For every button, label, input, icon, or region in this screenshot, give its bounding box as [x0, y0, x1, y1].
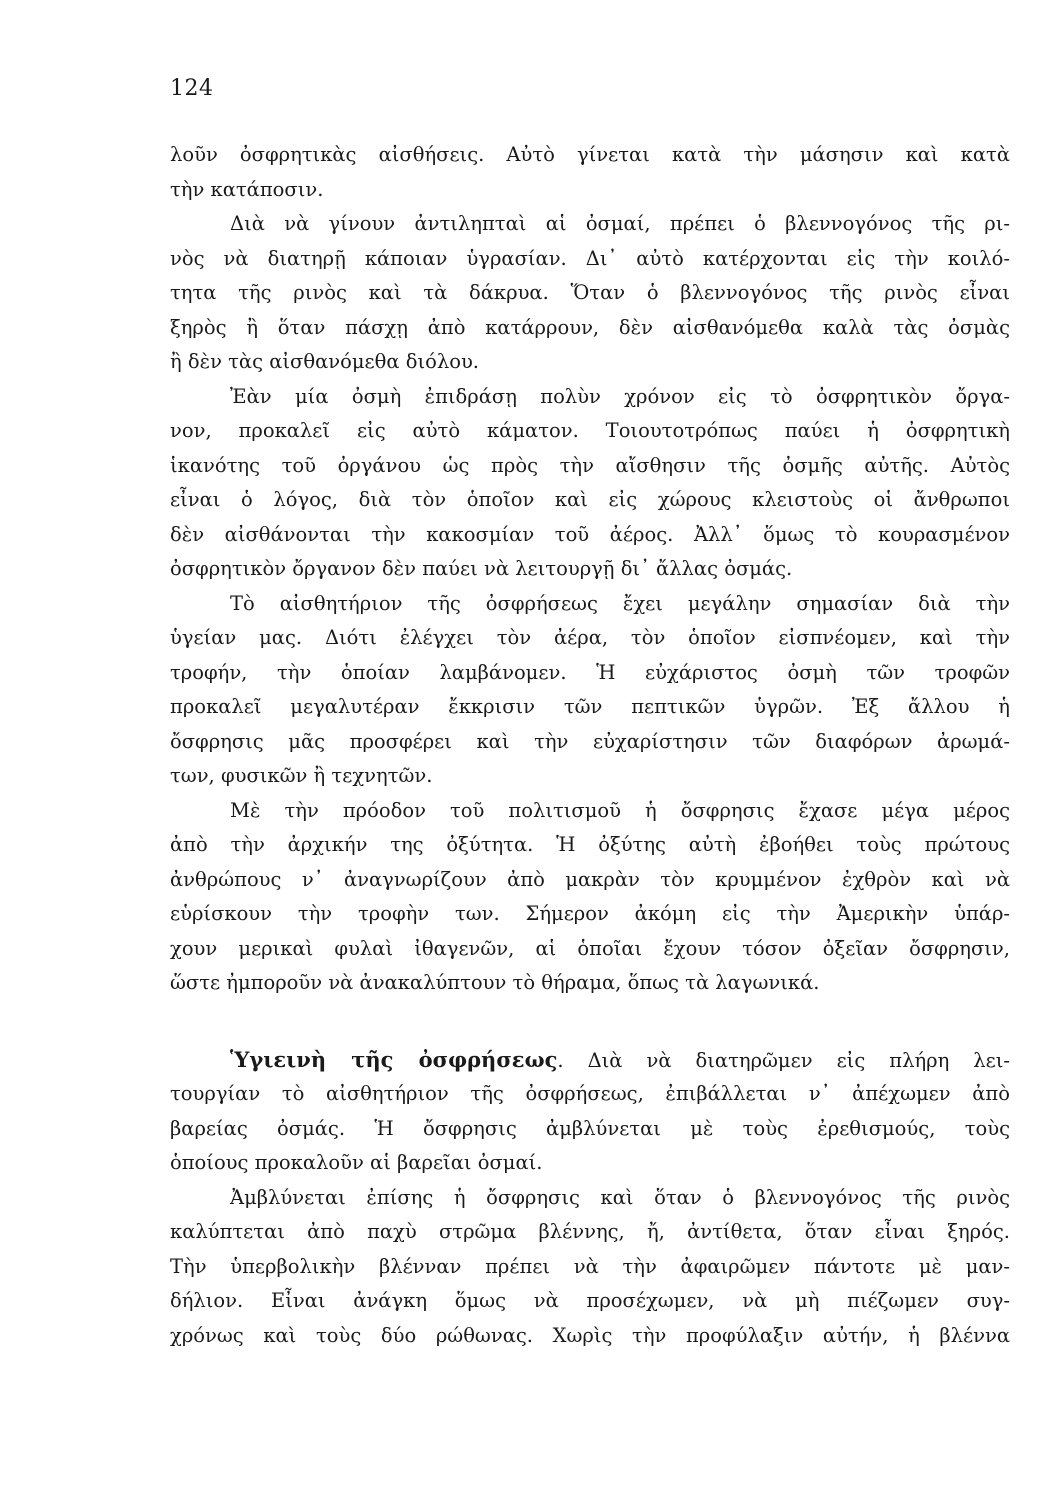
text-line: Μὲ τὴν πρόοδον τοῦ πολιτισμοῦ ἡ ὄσφρησις ἔχασε μέγα μέρος — [230, 798, 1010, 822]
text-line: χρόνως καὶ τοὺς δύο ρώθωνας. Χωρὶς τὴν προφύλαξιν αὐτήν, ἡ βλέννα — [170, 1323, 1010, 1347]
text-line: βαρείας ὀσμάς. Ἡ ὄσφρησις ἀμβλύνεται μὲ τοὺς ἐρεθισμούς, τοὺς — [170, 1116, 1010, 1140]
text-line: Διὰ νὰ γίνουν ἀντιληπταὶ αἱ ὀσμαί, πρέπει ὁ βλεννογόνος τῆς ρι- — [230, 212, 1010, 235]
text-line: χουν μερικαὶ φυλαὶ ἰθαγενῶν, αἱ ὁποῖαι ἔχουν τόσον ὀξεῖαν ὄσφρησιν, — [170, 936, 1010, 960]
text-line: εἶναι ὁ λόγος, διὰ τὸν ὁποῖον καὶ εἰς χώρους κλειστοὺς οἱ ἄνθρωποι — [170, 488, 1010, 511]
text-line: νον, προκαλεῖ εἰς αὐτὸ κάματον. Τοιουτοτρόπως παύει ἡ ὀσφρητικὴ — [170, 419, 1010, 442]
text-line: τητα τῆς ρινὸς καὶ τὰ δάκρυα. Ὅταν ὁ βλεννογόνος τῆς ρινὸς εἶναι — [170, 281, 1010, 304]
section-gap — [170, 1001, 1010, 1043]
text-line: ἀπὸ τὴν ἀρχικήν της ὀξύτητα. Ἡ ὀξύτης αὐτὴ ἐβοήθει τοὺς πρώτους — [170, 833, 1010, 856]
paragraph — [170, 1181, 1010, 1354]
text-line: ξηρὸς ἢ ὅταν πάσχῃ ἀπὸ κατάρρουν, δὲν αἰσθανόμεθα καλὰ τὰς ὀσμὰς — [170, 315, 1010, 339]
text-line: καλύπτεται ἀπὸ παχὺ στρῶμα βλέννης, ἤ, ἀντίθετα, ὅταν εἶναι ξηρός. — [170, 1220, 1010, 1243]
text-line: Ἀμβλύνεται ἐπίσης ἡ ὄσφρησις καὶ ὅταν ὁ βλεννογόνος τῆς ρινὸς — [230, 1185, 1010, 1209]
text-line: λοῦν ὀσφρητικὰς αἰσθήσεις. Αὐτὸ γίνεται κατὰ τὴν μάσησιν καὶ κατὰ — [170, 143, 1010, 166]
section-paragraphs — [170, 1077, 1010, 1353]
text-line: τροφήν, τὴν ὁποίαν λαμβάνομεν. Ἡ εὐχάριστος ὀσμὴ τῶν τροφῶν — [170, 660, 1010, 684]
text-line: ὑγείαν μας. Διότι ἐλέγχει τὸν ἀέρα, τὸν ὁποῖον εἰσπνέομεν, καὶ τὴν — [170, 626, 1010, 649]
text-line: ὀσφρητικὸν ὄργανον δὲν παύει νὰ λειτουργῇ δι᾽ ἄλλας ὀσμάς. — [170, 557, 793, 580]
text-line: Τὸ αἰσθητήριον τῆς ὀσφρήσεως ἔχει μεγάλην σημασίαν διὰ τὴν — [230, 591, 1010, 615]
paragraph — [170, 380, 1010, 587]
text-line: ἀνθρώπους ν᾽ ἀναγνωρίζουν ἀπὸ μακρὰν τὸν κρυμμένον ἐχθρὸν καὶ νὰ — [170, 867, 1010, 891]
text-line: δήλιον. Εἶναι ἀνάγκη ὅμως νὰ προσέχωμεν, νὰ μὴ πιέζωμεν συγ- — [170, 1289, 1010, 1312]
text-line: Ἐὰν μία ὀσμὴ ἐπιδράσῃ πολὺν χρόνον εἰς τὸ ὀσφρητικὸν ὄργα- — [230, 384, 1010, 408]
text-line: ὁποίους προκαλοῦν αἱ βαρεῖαι ὀσμαί. — [170, 1151, 543, 1174]
text-line: εὑρίσκουν τὴν τροφὴν των. Σήμερον ἀκόμη εἰς τὴν Ἀμερικὴν ὑπάρ- — [170, 902, 1010, 925]
text-line: δὲν αἰσθάνονται τὴν κακοσμίαν τοῦ ἀέρος. Ἀλλ᾽ ὅμως τὸ κουρασμένον — [170, 522, 1010, 546]
text-line: των, φυσικῶν ἢ τεχνητῶν. — [170, 764, 433, 787]
main-paragraphs — [170, 138, 1010, 1001]
paragraph — [170, 1077, 1010, 1181]
paragraph — [170, 207, 1010, 380]
text-line: τουργίαν τὸ αἰσθητήριον τῆς ὀσφρήσεως, ἐπιβάλλεται ν᾽ ἀπέχωμεν ἀπὸ — [170, 1082, 1010, 1105]
page-number: 124 — [170, 76, 214, 101]
text-line: ὄσφρησις μᾶς προσφέρει καὶ τὴν εὐχαρίστησιν τῶν διαφόρων ἀρωμά- — [170, 729, 1010, 753]
text-line: ἢ δὲν τὰς αἰσθανόμεθα διόλου. — [170, 350, 480, 373]
paragraph — [170, 587, 1010, 794]
section-heading-line — [170, 1043, 1010, 1078]
body-text — [170, 138, 1010, 1353]
section-heading: Ὑγιεινὴ τῆς ὀσφρήσεως — [230, 1046, 558, 1072]
text-line: Τὴν ὑπερβολικὴν βλένναν πρέπει νὰ τὴν ἀφαιρῶμεν πάντοτε μὲ μαν- — [170, 1254, 1010, 1278]
paragraph — [170, 138, 1010, 207]
paragraph — [170, 794, 1010, 1001]
text-line: νὸς νὰ διατηρῇ κάποιαν ὑγρασίαν. Δι᾽ αὐτὸ κατέρχονται εἰς τὴν κοιλό- — [170, 246, 1010, 270]
section-heading-rest: . Διὰ νὰ διατηρῶμεν εἰς πλήρη λει- — [557, 1048, 1010, 1072]
text-line: ἱκανότης τοῦ ὀργάνου ὡς πρὸς τὴν αἴσθησιν τῆς ὀσμῆς αὐτῆς. Αὐτὸς — [170, 453, 1010, 477]
text-line: προκαλεῖ μεγαλυτέραν ἔκκρισιν τῶν πεπτικῶν ὑγρῶν. Ἐξ ἄλλου ἡ — [170, 695, 1010, 718]
text-line: ὥστε ἠμποροῦν νὰ ἀνακαλύπτουν τὸ θήραμα, ὅπως τὰ λαγωνικά. — [170, 971, 820, 994]
text-line: τὴν κατάποσιν. — [170, 177, 324, 201]
